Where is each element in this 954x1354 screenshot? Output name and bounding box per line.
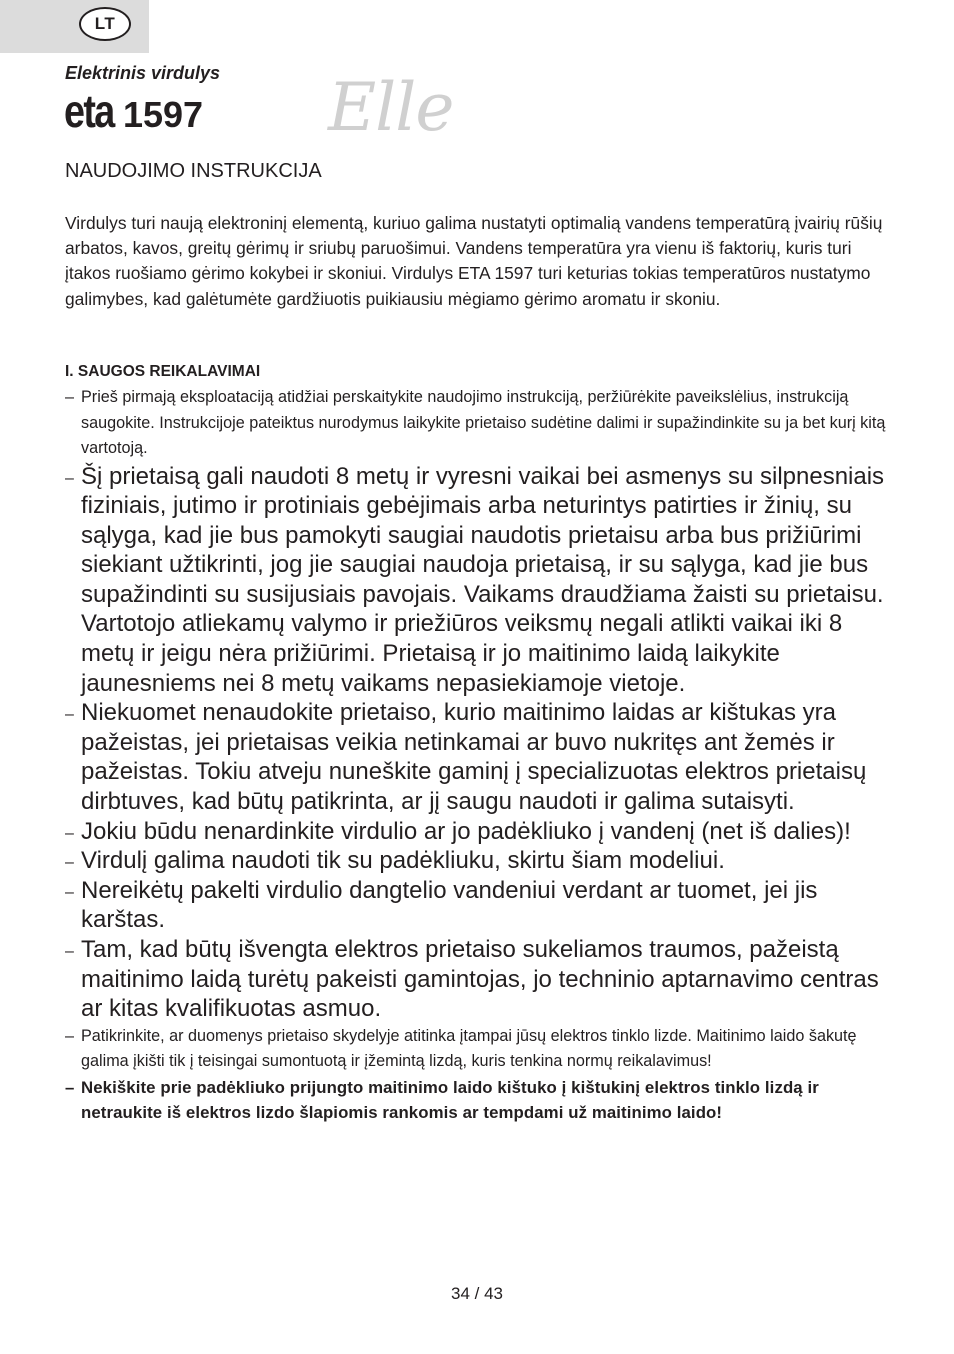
- bullet-dash: –: [65, 1077, 75, 1097]
- product-type: Elektrinis virdulys: [65, 63, 221, 83]
- document-title: NAUDOJIMO INSTRUKCIJA: [65, 160, 322, 182]
- list-item-text: Šį prietaisą gali naudoti 8 metų ir vyresni vaikai bei asmenys su silpnesniais fiziniais, jutimo ir protiniais gebėjimais arba neturintys patirties ir žinių, su sąlyga, kad jie bus pamokyti saugiai naudotis prietaisu arba bus prižiūrimi siekiant užtikrinti, jog jie saugiai naudoja prietaisą, ir su sąlyga, kad jie bus supažindinti su susijusiais pavojais. Vaikams draudžiama žaisti su prietaisu. Vartotojo atliekamų valymo ir priežiūros veiksmų negali atlikti vaikai iki 8 metų ir jeigu nėra prižiūrimi. Prietaisą ir jo maitinimo laidą laikykite jaunesniems nei 8 metų vaikams nepasiekiamoje vietoje.: [81, 462, 885, 697]
- list-item: [65, 817, 895, 847]
- bullet-dash: –: [65, 1026, 75, 1045]
- list-item-warning: [65, 1075, 895, 1126]
- list-item: [65, 462, 895, 699]
- list-item-text: Nereikėtų pakelti virdulio dangtelio vandeniui verdant ar tuomet, jei jis karštas.: [81, 876, 818, 934]
- list-item-text: Niekuomet nenaudokite prietaiso, kurio maitinimo laidas ar kištukas yra pažeistas, jei prietaisas veikia netinkamai ar buvo nukritęs ant žemės ir pažeistas. Tokiu atveju nuneškite gaminį į specializuotas elektros prietaisų dirbtuves, kad būtų patikrinta, ar jį saugu naudoti ir galima sutaisyti.: [81, 699, 867, 816]
- list-item: [65, 698, 895, 816]
- bullet-dash: –: [65, 706, 74, 724]
- list-item-text: Nekiškite prie padėkliuko prijungto maitinimo laido kištuko į kištukinį elektros tinklo lizdą ir netraukite iš elektros lizdo šlapiomis rankomis ar tempdami už maitinimo laido!: [81, 1077, 819, 1123]
- list-item-text: Virdulį galima naudoti tik su padėkliuku, skirtu šiam modeliui.: [81, 847, 725, 875]
- list-item-text: Patikrinkite, ar duomenys prietaiso skydelyje atitinka įtampai jūsų elektros tinklo lizde. Maitinimo laido šakutę galima įkišti tik į teisingai sumontuotą ir įžemintą lizdą, kuris tenkina normų reikalavimus!: [81, 1026, 857, 1071]
- bullet-dash: –: [65, 854, 74, 872]
- brand-name: eta: [64, 85, 114, 137]
- safety-list: [65, 385, 895, 1126]
- bullet-dash: –: [65, 824, 74, 842]
- list-item-text: Tam, kad būtų išvengta elektros prietaiso sukeliamos traumos, pažeistą maitinimo laidą turėtų pakeisti gamintojas, jo techninio aptarnavimo centras ar kitas kvalifikuotas asmuo.: [81, 936, 879, 1023]
- section-title: I. SAUGOS REIKALAVIMAI: [65, 363, 261, 380]
- language-band: [0, 0, 149, 53]
- list-item: [65, 1024, 895, 1075]
- list-item: [65, 846, 895, 876]
- list-item: [65, 876, 895, 935]
- page-number: 34 / 43: [451, 1284, 503, 1303]
- brand-logo: [64, 86, 203, 148]
- bullet-dash: –: [65, 883, 74, 901]
- list-item-text: Jokiu būdu nenardinkite virdulio ar jo padėkliuko į vandenį (net iš dalies)!: [81, 817, 851, 845]
- list-item: [65, 935, 895, 1024]
- bullet-dash: –: [65, 469, 74, 487]
- model-number: 1597: [122, 94, 204, 135]
- bullet-dash: –: [65, 388, 75, 406]
- intro-paragraph: Virdulys turi naują elektroninį elementą, kuriuo galima nustatyti optimalią vandens temperatūrą įvairių rūšių arbatos, kavos, greitų gėrimų ir sriubų paruošimui. Vandens temperatūra yra vienu iš faktorių, kuris turi įtakos ruošiamo gėrimo kokybei ir skoniui. Virdulys ETA 1597 turi keturias tokias temperatūros nustatymo galimybes, kad galėtumėte gardžiuotis puikiausiu mėgiamo gėrimo aromatu ir skoniu.: [65, 213, 883, 309]
- series-name: Elle: [328, 69, 454, 146]
- list-item: [65, 385, 895, 462]
- list-item-text: Prieš pirmają eksploataciją atidžiai perskaitykite naudojimo instrukciją, peržiūrėkite paveikslėlius, instrukciją saugokite. Instrukcijoje pateiktus nurodymus laikykite prietaiso sudėtine dalimi ir supažindinkite su ja bet kurį kitą vartotoją.: [81, 388, 886, 457]
- bullet-dash: –: [65, 943, 74, 960]
- language-badge: LT: [79, 7, 131, 41]
